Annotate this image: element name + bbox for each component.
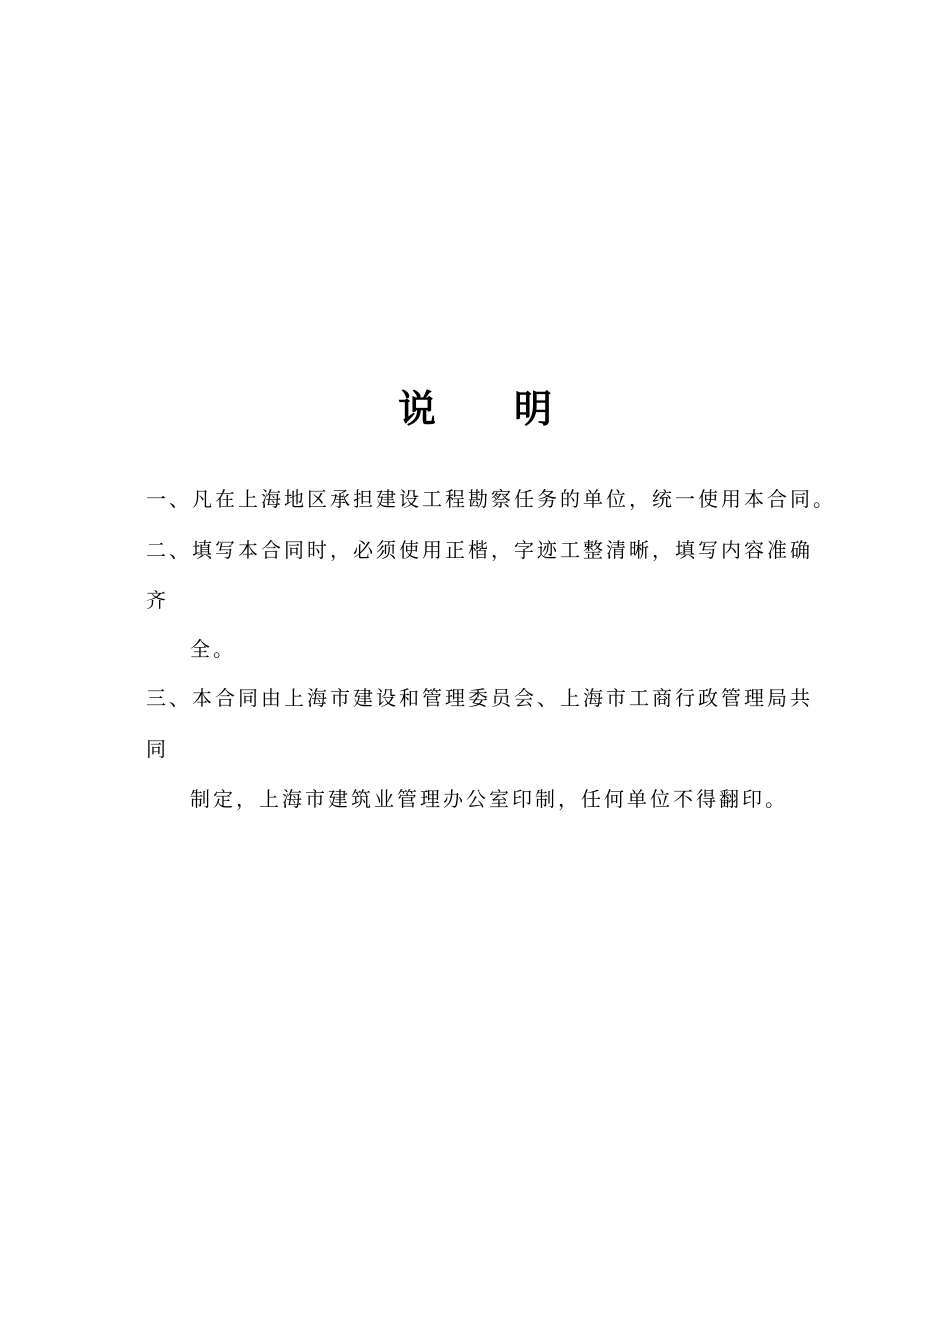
paragraph-line-2: 二、填写本合同时，必须使用正楷，字迹工整清晰，填写内容准确 bbox=[146, 538, 813, 562]
paragraph-line-6: 同 bbox=[146, 737, 169, 761]
paragraph-line-1: 一、凡在上海地区承担建设工程勘察任务的单位，统一使用本合同。 bbox=[146, 487, 836, 511]
title-char-2: 明 bbox=[514, 387, 553, 431]
title-char-1: 说 bbox=[397, 387, 436, 431]
paragraph-line-7: 制定，上海市建筑业管理办公室印制，任何单位不得翻印。 bbox=[190, 787, 788, 811]
paragraph-line-5: 三、本合同由上海市建设和管理委员会、上海市工商行政管理局共 bbox=[146, 686, 813, 710]
paragraph-line-3: 齐 bbox=[146, 588, 169, 612]
paragraph-line-4: 全。 bbox=[190, 637, 236, 661]
page-title bbox=[0, 378, 950, 433]
